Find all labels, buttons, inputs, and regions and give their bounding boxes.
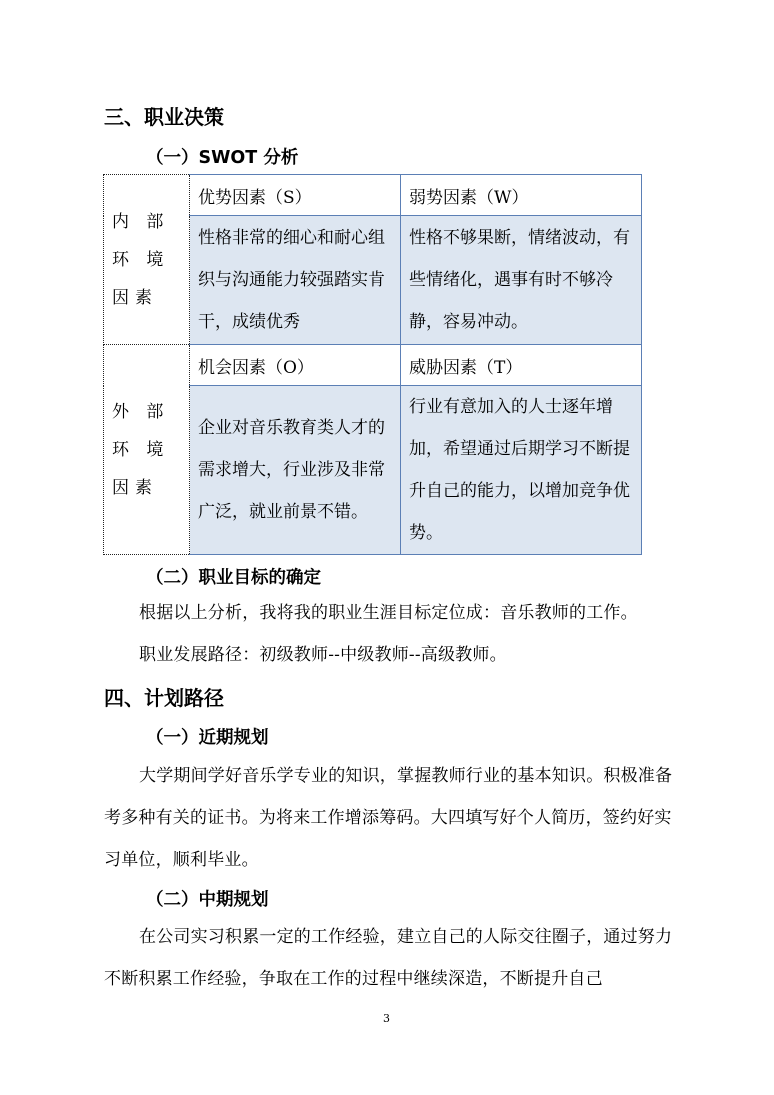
swot-table xyxy=(103,174,642,555)
internal-factors-label: 内 部 环 境因素 xyxy=(104,175,190,345)
external-factors-label: 外 部 环 境因素 xyxy=(104,345,190,555)
threats-header: 威胁因素（T） xyxy=(401,345,642,386)
section-title-plan-path: 四、计划路径 xyxy=(104,686,224,710)
threats-text: 行业有意加入的人士逐年增加，希望通过后期学习不断提升自己的能力，以增加竞争优势。 xyxy=(401,386,642,555)
career-path-text: 职业发展路径：初级教师--中级教师--高级教师。 xyxy=(139,645,507,665)
opportunities-header: 机会因素（O） xyxy=(190,345,401,386)
opportunities-text: 企业对音乐教育类人才的需求增大，行业涉及非常广泛，就业前景不错。 xyxy=(190,386,401,555)
strengths-text: 性格非常的细心和耐心组织与沟通能力较强踏实肯干，成绩优秀 xyxy=(190,216,401,345)
swot-subtitle: （一）SWOT 分析 xyxy=(146,148,299,168)
section-title-career-decision: 三、职业决策 xyxy=(104,105,224,129)
strengths-header: 优势因素（S） xyxy=(190,175,401,216)
mid-term-subtitle: （二）中期规划 xyxy=(146,890,269,910)
short-term-text: 大学期间学好音乐学专业的知识，掌握教师行业的基本知识。积极准备考多种有关的证书。为将来工作增添筹码。大四填写好个人简历，签约好实习单位，顺利毕业。 xyxy=(104,766,673,870)
page-number: 3 xyxy=(383,1012,390,1025)
short-term-subtitle: （一）近期规划 xyxy=(146,728,269,748)
career-goal-text: 根据以上分析，我将我的职业生涯目标定位成：音乐教师的工作。 xyxy=(139,603,638,623)
mid-term-text: 在公司实习积累一定的工作经验，建立自己的人际交往圈子，通过努力不断积累工作经验，争取在工作的过程中继续深造，不断提升自己 xyxy=(104,927,673,989)
career-goal-subtitle: （二）职业目标的确定 xyxy=(146,568,321,588)
weaknesses-text: 性格不够果断，情绪波动，有些情绪化，遇事有时不够冷静，容易冲动。 xyxy=(401,216,642,345)
weaknesses-header: 弱势因素（W） xyxy=(401,175,642,216)
